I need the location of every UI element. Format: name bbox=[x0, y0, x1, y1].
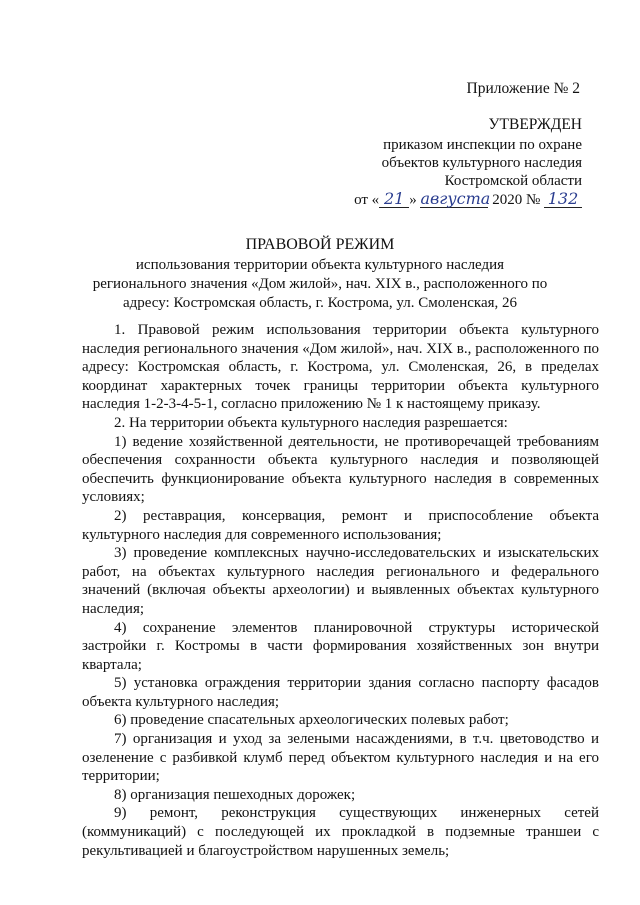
date-month-field bbox=[420, 189, 491, 208]
order-line-1: приказом инспекции по охране bbox=[383, 137, 582, 153]
date-day-field bbox=[379, 190, 409, 208]
document-title: ПРАВОВОЙ РЕЖИМ bbox=[245, 236, 395, 253]
list-item-6: 6) проведение спасательных археологических полевых работ; bbox=[114, 712, 509, 729]
order-number-handwritten: 132 bbox=[547, 189, 579, 208]
approved-heading: УТВЕРЖДЕН bbox=[488, 116, 582, 133]
approval-block bbox=[312, 116, 582, 209]
list-item-4: 4) сохранение элементов планировочной структуры исторической застройки г. Костромы в части формирования хозяйственных зон внутри квартала; bbox=[82, 619, 599, 673]
order-date-line bbox=[312, 190, 582, 209]
order-line-2: объектов культурного наследия bbox=[381, 155, 582, 171]
document-body bbox=[82, 321, 599, 860]
list-item-2: 2) реставрация, консервация, ремонт и приспособление объекта культурного наследия для современного использования; bbox=[82, 507, 599, 543]
list-item-8: 8) организация пешеходных дорожек; bbox=[114, 786, 356, 803]
list-item-7: 7) организация и уход за зелеными насаждениями, в т.ч. цветоводство и озеленение с разбивкой клумб перед объектом культурного наследия и на его территории; bbox=[82, 731, 599, 785]
date-month-handwritten: августа bbox=[420, 189, 491, 208]
paragraph-2: 2. На территории объекта культурного наследия разрешается: bbox=[114, 414, 508, 431]
order-number-field bbox=[544, 190, 582, 208]
date-day-handwritten: 21 bbox=[384, 189, 405, 208]
order-line-3: Костромской области bbox=[444, 173, 582, 189]
date-prefix: от « bbox=[354, 192, 380, 208]
appendix-label: Приложение № 2 bbox=[466, 80, 580, 97]
date-quote-close: » bbox=[409, 192, 417, 208]
date-year: 2020 № bbox=[492, 192, 541, 208]
list-item-1: 1) ведение хозяйственной деятельности, не противоречащей требованиям обеспечения сохранности объекта культурного наследия и позволяющей обеспечить функционирование объекта культурного наследия в современных условиях; bbox=[82, 433, 599, 506]
list-item-9: 9) ремонт, реконструкция существующих инженерных сетей (коммуникаций) с последующей их прокладкой в подземные траншеи с рекультивацией и благоустройством нарушенных земель; bbox=[82, 805, 599, 859]
paragraph-1: 1. Правовой режим использования территории объекта культурного наследия регионального значения «Дом жилой», нач. XIX в., расположенного по адресу: Костромская область, г. Кострома, ул. Смоленская, 26, в пределах координат характерных точек границы территории объекта культурного наследия 1-2-3-4-5-1, согласно приложению № 1 к настоящему приказу. bbox=[82, 322, 599, 413]
list-item-5: 5) установка ограждения территории здания согласно паспорту фасадов объекта культурного наследия; bbox=[82, 675, 599, 710]
list-item-3: 3) проведение комплексных научно-исследовательских и изыскательских работ, на объектах культурного наследия регионального и федерального значений (включая объекты археологии) и выявленных объектах культурного наследия; bbox=[82, 545, 599, 617]
document-subtitle: использования территории объекта культурного наследия регионального значения «Дом жилой», нач. XIX в., расположенного по адресу: Костромская область, г. Кострома, ул. Смоленская, 26 bbox=[92, 257, 548, 311]
